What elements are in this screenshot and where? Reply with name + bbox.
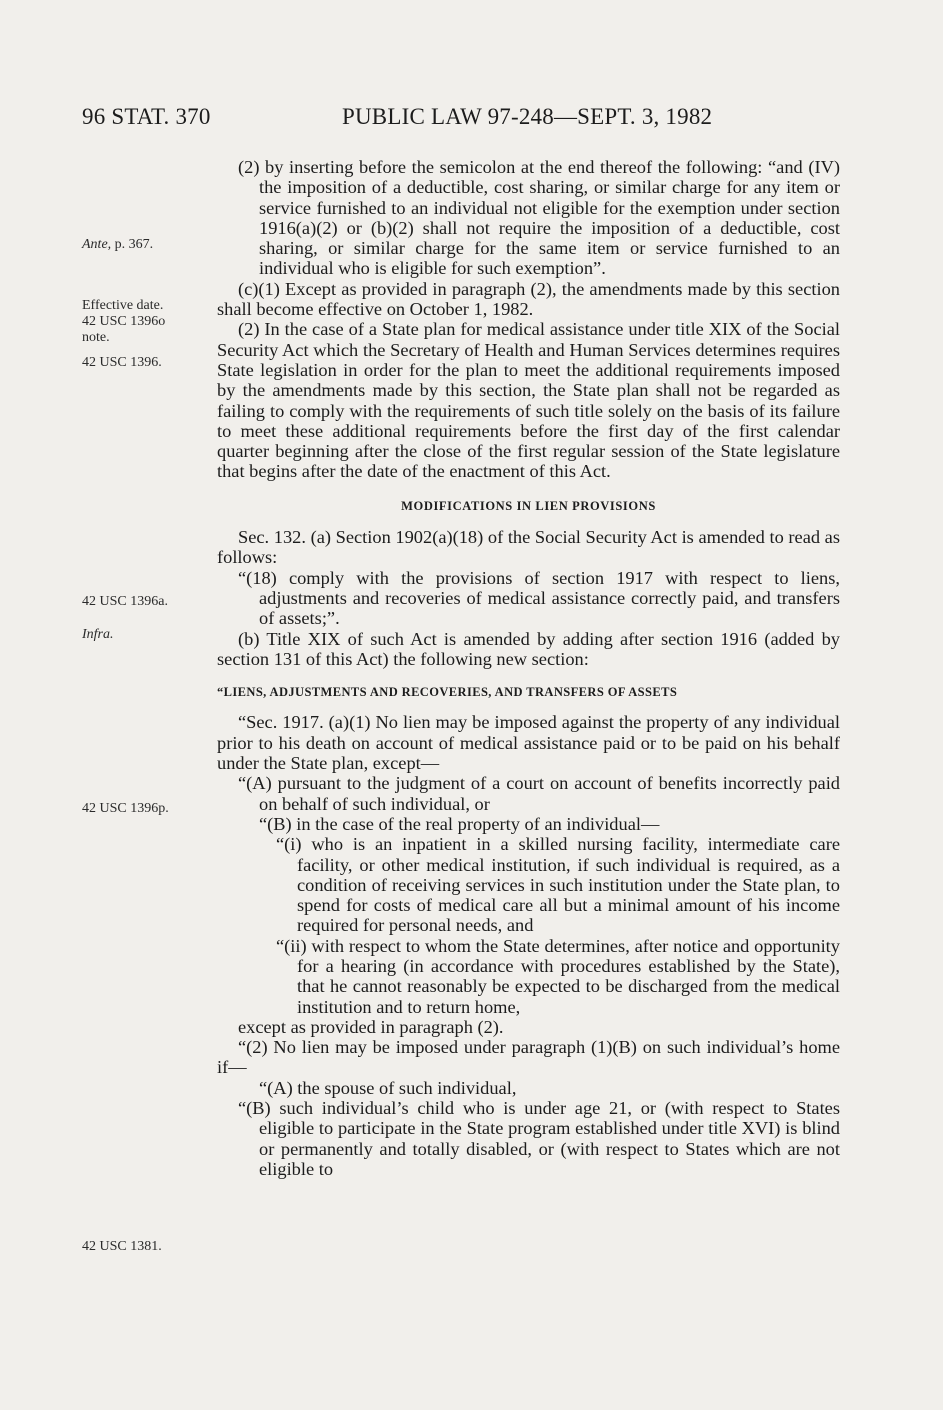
section-heading: “LIENS, ADJUSTMENTS AND RECOVERIES, AND TRANSFERS OF ASSETS (217, 685, 678, 700)
paragraph: except as provided in paragraph (2). (238, 1016, 504, 1037)
paragraph: “(B) such individual’s child who is under age 21, or (with respect to States eligible to participate in the State program established under title XVI) is blind or permanently and totally disabled, or (with respect to States which are not eligible to (238, 1098, 840, 1179)
ante-label: Ante, (82, 237, 112, 252)
paragraph: Sec. 132. (a) Section 1902(a)(18) of the Social Security Act is amended to read as follows: (217, 527, 840, 568)
margin-note-effective-date: Effective date. (82, 298, 164, 313)
paragraph: (c)(1) Except as provided in paragraph (2), the amendments made by this section shall become effective on October 1, 1982. (217, 278, 840, 320)
paragraph: (2) by inserting before the semicolon at the end thereof the following: “and (IV) the imposition of a deductible, cost sharing, or similar charge for any item or service furnished to an individual not eligible for the exemption under section 1916(a)(2) or (b)(2) shall not require the imposition of a deductible, cost sharing, or similar charge for the same item or service furnished to an individual who is eligible for such exemption”. (238, 157, 840, 279)
paragraph: “(18) comply with the provisions of section 1917 with respect to liens, adjustments and recoveries of medical assistance correctly paid, and transfers of assets;”. (238, 567, 840, 629)
margin-note-usc-1396: 42 USC 1396. (82, 355, 162, 370)
statute-body (217, 157, 840, 1179)
margin-note-ante (82, 236, 153, 253)
paragraph: (2) In the case of a State plan for medical assistance under title XIX of the Social Security Act which the Secretary of Health and Human Services determines requires State legislation in order for the plan to meet the additional requirements imposed by the amendments made by this section, the State plan shall not be regarded as failing to comply with the requirements of such title solely on the basis of its failure to meet these additional requirements before the first day of the first calendar quarter beginning after the close of the first regular session of the State legislature that begins after the date of the enactment of this Act. (217, 319, 840, 482)
margin-note-infra: Infra. (82, 627, 114, 642)
paragraph: “(2) No lien may be imposed under paragraph (1)(B) on such individual’s home if— (217, 1037, 840, 1078)
margin-note-note: note. (82, 330, 110, 345)
paragraph: “(A) the spouse of such individual, (259, 1077, 517, 1098)
paragraph: (b) Title XIX of such Act is amended by adding after section 1916 (added by section 131 of this Act) the following new section: (217, 628, 840, 669)
margin-note-usc-1396p: 42 USC 1396p. (82, 801, 169, 816)
ante-page: p. 367. (111, 237, 154, 252)
paragraph: “(i) who is an inpatient in a skilled nursing facility, intermediate care facility, or other medical institution, if such individual is required, as a condition of receiving services in such institution under the State plan, to spend for costs of medical care all but a minimal amount of his income required for personal needs, and (276, 834, 840, 936)
margin-note-usc-1396o: 42 USC 1396o (82, 314, 166, 329)
paragraph: “(ii) with respect to whom the State determines, after notice and opportunity for a hearing (in accordance with procedures established by the State), that he cannot reasonably be expected to be discharged from the medical institution and to return home, (276, 935, 840, 1017)
margin-note-usc-1396a: 42 USC 1396a. (82, 594, 168, 609)
statute-page-number: 96 STAT. 370 (82, 104, 211, 129)
section-heading: MODIFICATIONS IN LIEN PROVISIONS (401, 498, 656, 513)
paragraph: “Sec. 1917. (a)(1) No lien may be imposed against the property of any individual prior to his death on account of medical assistance paid or to be paid on his behalf under the State plan, except— (217, 712, 840, 774)
paragraph: “(A) pursuant to the judgment of a court on account of benefits incorrectly paid on behalf of such individual, or (238, 773, 840, 814)
margin-note-usc-1381: 42 USC 1381. (82, 1239, 162, 1254)
paragraph: “(B) in the case of the real property of an individual— (259, 813, 660, 834)
page-title: PUBLIC LAW 97-248—SEPT. 3, 1982 (342, 104, 713, 129)
